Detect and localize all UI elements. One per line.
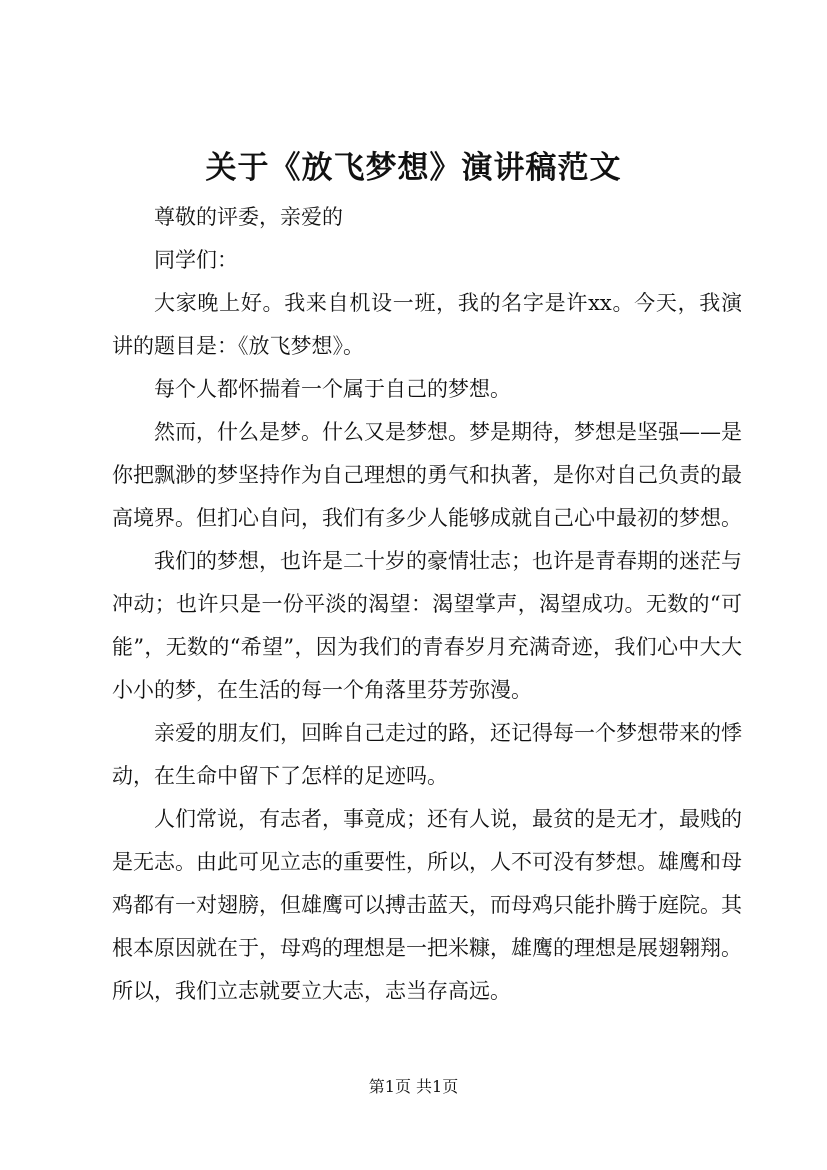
paragraph: 我们的梦想，也许是二十岁的豪情壮志；也许是青春期的迷茫与冲动；也许只是一份平淡的渴望：渴望掌声，渴望成功。无数的“可能”，无数的“希望”，因为我们的青春岁月充满奇迹，我们心中大大小小的梦，在生活的每一个角落里芬芳弥漫。: [112, 549, 742, 702]
paragraph: 然而，什么是梦。什么又是梦想。梦是期待，梦想是坚强——是你把飘渺的梦坚持作为自己理想的勇气和执著，是你对自己负责的最高境界。但扪心自问，我们有多少人能够成就自己心中最初的梦想。: [112, 420, 742, 530]
paragraph: 每个人都怀揣着一个属于自己的梦想。: [154, 377, 511, 401]
paragraph: 亲爱的朋友们，回眸自己走过的路，还记得每一个梦想带来的悸动，在生命中留下了怎样的足迹吗。: [112, 721, 742, 788]
document-body: [112, 196, 742, 1013]
paragraph: 大家晚上好。我来自机设一班，我的名字是许xx。今天，我演讲的题目是：《放飞梦想》。: [112, 291, 742, 358]
page-footer: 第1页 共1页: [368, 1077, 459, 1096]
paragraph: 同学们：: [154, 248, 238, 272]
paragraph: 尊敬的评委，亲爱的: [154, 205, 343, 229]
document-title: 关于《放飞梦想》演讲稿范文: [205, 150, 622, 186]
paragraph: 人们常说，有志者，事竟成；还有人说，最贫的是无才，最贱的是无志。由此可见立志的重要性，所以，人不可没有梦想。雄鹰和母鸡都有一对翅膀，但雄鹰可以搏击蓝天，而母鸡只能扑腾于庭院。其根本原因就在于，母鸡的理想是一把米糠，雄鹰的理想是展翅翱翔。所以，我们立志就要立大志，志当存高远。: [112, 807, 742, 1003]
